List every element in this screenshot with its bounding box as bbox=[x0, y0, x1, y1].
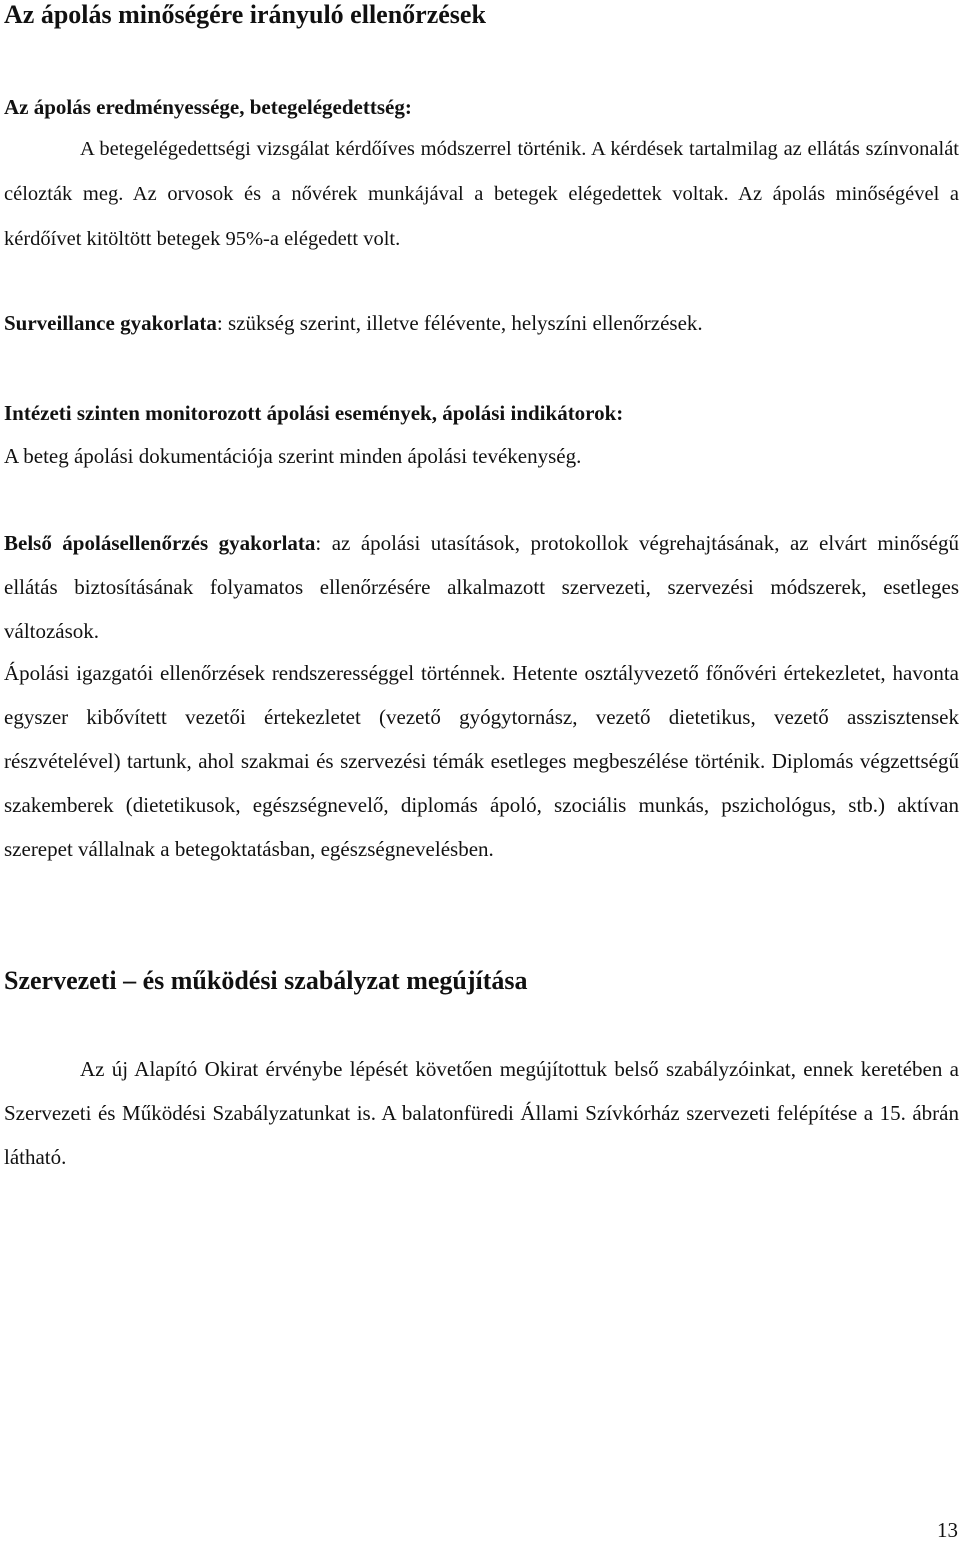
paragraph-indicators: A beteg ápolási dokumentációja szerint minden ápolási tevékenység. bbox=[4, 444, 582, 468]
section-heading-quality: Az ápolás minőségére irányuló ellenőrzések bbox=[4, 0, 486, 29]
surveillance-text: : szükség szerint, illetve félévente, helyszíni ellenőrzések. bbox=[216, 311, 703, 335]
paragraph-surveillance bbox=[4, 310, 703, 336]
paragraph-rules: Az új Alapító Okirat érvénybe lépését követően megújítottuk belső szabályzóinkat, ennek keretében a Szervezeti és Működési Szabályzatunkat is. A balatonfüredi Állami Szívkórház szervezeti felépítése a 15. ábrán látható. bbox=[4, 1057, 959, 1169]
subheading-satisfaction: Az ápolás eredményessége, betegelégedettség: bbox=[4, 95, 412, 119]
page-number: 13 bbox=[937, 1518, 958, 1542]
internal-control-label: Belső ápolásellenőrzés gyakorlata bbox=[4, 531, 316, 555]
surveillance-label: Surveillance gyakorlata bbox=[4, 311, 217, 335]
section-heading-rules: Szervezeti – és működési szabályzat megújítása bbox=[4, 966, 528, 995]
subheading-indicators: Intézeti szinten monitorozott ápolási események, ápolási indikátorok: bbox=[4, 401, 624, 425]
internal-control-text: : az ápolási utasítások, protokollok végrehajtásának, az elvárt minőségű ellátás biztosításának folyamatos ellenőrzésére alkalmazott szervezeti, szervezési módszerek, esetleges változások. bbox=[4, 531, 959, 643]
paragraph-satisfaction: A betegelégedettségi vizsgálat kérdőíves módszerrel történik. A kérdések tartalmilag az ellátás színvonalát célozták meg. Az orvosok és a nővérek munkájával a betegek elégedettek voltak. Az ápolás minőségével a kérdőívet kitöltött betegek 95%-a elégedett volt. bbox=[4, 138, 959, 250]
paragraph-director-checks: Ápolási igazgatói ellenőrzések rendszerességgel történnek. Hetente osztályvezető főnővéri értekezletet, havonta egyszer kibővített vezetői értekezletet (vezető gyógytornász, vezető dietetikus, vezető asszisztensek részvételével) tartunk, ahol szakmai és szervezési témák esetleges megbeszélése történik. Diplomás végzettségű szakemberek (dietetikusok, egészségnevelő, diplomás ápoló, szociális munkás, pszichológus, stb.) aktívan szerepet vállalnak a betegoktatásban, egészségnevelésben. bbox=[4, 661, 959, 861]
paragraph-internal-control bbox=[4, 521, 959, 653]
